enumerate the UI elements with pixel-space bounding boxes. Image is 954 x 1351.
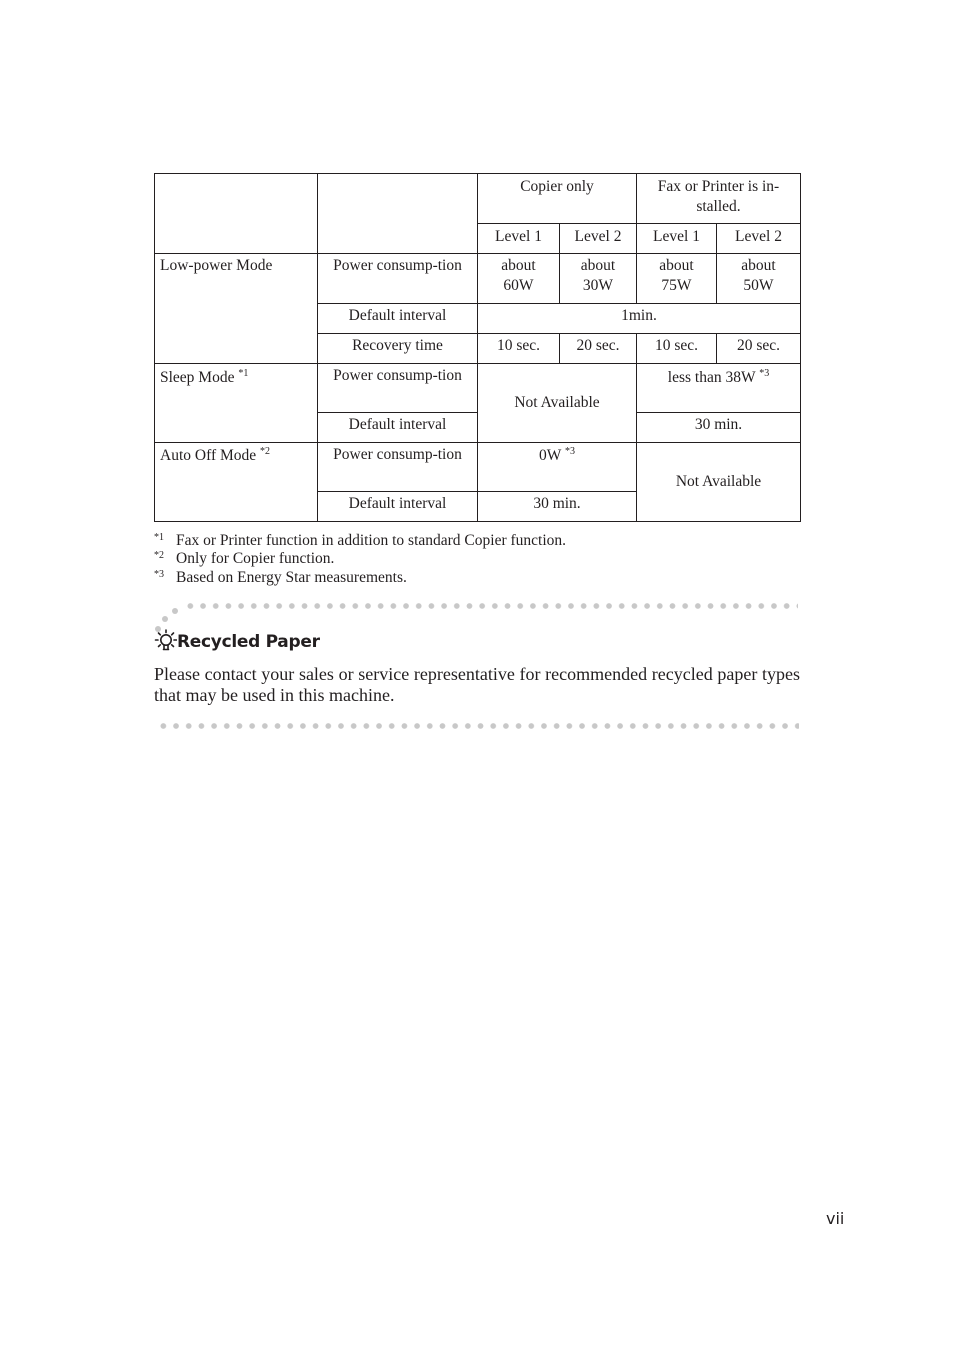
value-cell: 1min. — [478, 304, 801, 334]
footnote-text: Based on Energy Star measurements. — [176, 569, 407, 586]
value-cell: Not Available — [637, 443, 801, 522]
value-cell: Not Available — [478, 364, 637, 443]
footnote-ref: *1 — [238, 368, 249, 379]
power-consumption-label: Power consump-tion — [318, 254, 478, 304]
footnote-mark: *3 — [154, 569, 164, 580]
value-cell: about 50W — [717, 254, 801, 304]
header-fax-printer: Fax or Printer is in-stalled. — [637, 174, 801, 224]
value-text: 0W — [539, 447, 562, 464]
footnote-mark: *2 — [154, 550, 164, 561]
hint-border-dot — [172, 608, 178, 614]
power-consumption-label: Power consump-tion — [318, 364, 478, 413]
default-interval-label: Default interval — [318, 413, 478, 443]
footnote-ref: *3 — [564, 446, 575, 457]
footnote — [154, 565, 407, 587]
footnote-text: Only for Copier function. — [176, 550, 335, 567]
value-cell — [478, 443, 637, 492]
hint-body: Please contact your sales or service representative for recommended recycled paper types that may be used in this machine. — [154, 664, 800, 705]
value-cell: 20 sec. — [560, 334, 637, 364]
header-level: Level 1 — [478, 224, 560, 254]
value-cell: 30 min. — [637, 413, 801, 443]
sleep-mode-label: Sleep Mode — [160, 369, 235, 386]
value-cell: about 30W — [560, 254, 637, 304]
value-cell: 30 min. — [478, 492, 637, 522]
default-interval-label: Default interval — [318, 304, 478, 334]
header-copier-only: Copier only — [478, 174, 637, 224]
auto-off-mode-label: Auto Off Mode — [160, 447, 257, 464]
power-consumption-label: Power consump-tion — [318, 443, 478, 492]
header-empty-cell — [318, 174, 478, 254]
hint-border-dot — [162, 616, 168, 622]
hint-top-border — [184, 603, 798, 609]
value-cell — [637, 364, 801, 413]
footnote-ref: *3 — [759, 368, 770, 379]
page-number: vii — [826, 1209, 845, 1228]
lightbulb-icon — [154, 629, 177, 654]
header-level: Level 2 — [560, 224, 637, 254]
value-cell: about 60W — [478, 254, 560, 304]
footnote-mark: *1 — [154, 532, 164, 543]
power-mode-table — [154, 173, 801, 522]
footnote-ref: *2 — [260, 446, 271, 457]
recovery-time-label: Recovery time — [318, 334, 478, 364]
sleep-mode-cell — [155, 364, 318, 443]
value-cell: 10 sec. — [478, 334, 560, 364]
value-cell: about 75W — [637, 254, 717, 304]
value-cell: 20 sec. — [717, 334, 801, 364]
hint-bottom-border — [157, 723, 799, 729]
auto-off-mode-cell — [155, 443, 318, 522]
header-level: Level 2 — [717, 224, 801, 254]
footnote-text: Fax or Printer function in addition to standard Copier function. — [176, 532, 567, 549]
header-empty-cell — [155, 174, 318, 254]
header-level: Level 1 — [637, 224, 717, 254]
value-text: less than 38W — [667, 369, 756, 386]
default-interval-label: Default interval — [318, 492, 478, 522]
hint-title: Recycled Paper — [177, 632, 320, 652]
value-cell: 10 sec. — [637, 334, 717, 364]
low-power-mode-label: Low-power Mode — [155, 254, 318, 364]
